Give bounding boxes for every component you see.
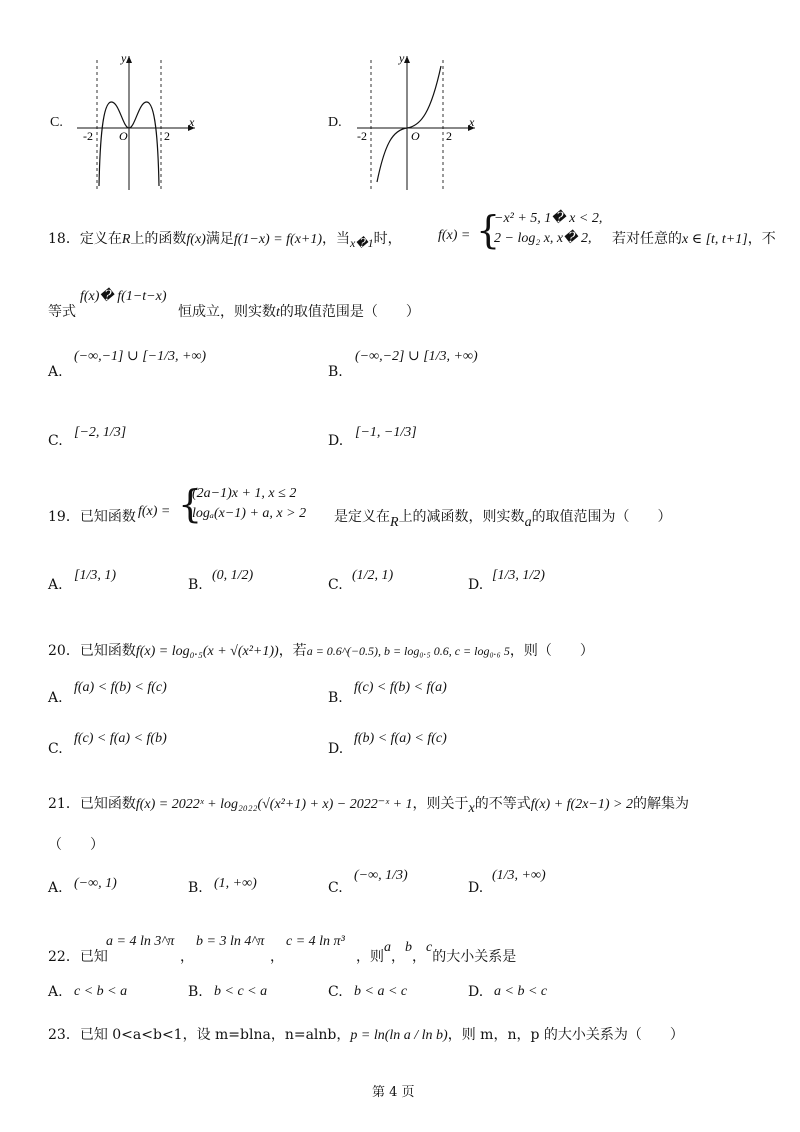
- q22-option-a-label: A.: [48, 984, 63, 1000]
- q19-option-b: (0, 1/2): [212, 568, 254, 583]
- q19-option-b-label: B.: [188, 577, 203, 593]
- q20-option-d: f(b) < f(a) < f(c): [354, 731, 447, 746]
- tick-neg-label: -2: [83, 129, 93, 143]
- q20-option-b: f(c) < f(b) < f(a): [354, 680, 447, 695]
- q19-option-c: (1/2, 1): [352, 568, 394, 583]
- graph-d: [355, 48, 485, 193]
- q21-option-a: (−∞, 1): [74, 876, 117, 891]
- curve-d: [377, 66, 441, 182]
- q18-option-b-label: B.: [328, 364, 343, 380]
- q21-option-b-label: B.: [188, 880, 203, 896]
- q23-line: 23．已知 0<a<b<1，设 m=blna，n=alnb，p = ln(ln a / ln b)，则 m，n，p 的大小关系为（ ）: [48, 1027, 684, 1043]
- q22-a: a = 4 ln 3^π: [106, 934, 175, 949]
- tick-pos-label: 2: [164, 129, 170, 143]
- q22-option-c: b < a < c: [354, 984, 408, 999]
- q19-option-d-label: D.: [468, 577, 484, 593]
- x-label: x: [189, 115, 195, 129]
- q19-option-a-label: A.: [48, 577, 63, 593]
- q18-piece1: −x² + 5, 1� x < 2,: [494, 211, 603, 226]
- q21-option-c-label: C.: [328, 880, 343, 896]
- q21-option-c: (−∞, 1/3): [354, 868, 408, 883]
- q19-option-a: [1/3, 1): [74, 568, 116, 583]
- q22-option-d: a < b < c: [494, 984, 548, 999]
- q19-fx: f(x) =: [138, 504, 171, 519]
- q18-line2-b: 恒成立，则实数t的取值范围是（ ）: [178, 304, 420, 320]
- q19-piece2: logₐ(x−1) + a, x > 2: [192, 506, 307, 521]
- q20-option-a: f(a) < f(b) < f(c): [74, 680, 167, 695]
- q22-tail: ，则a，b，c的大小关系是: [356, 940, 517, 965]
- q21-paren: （ ）: [48, 837, 104, 853]
- origin-label: O: [119, 129, 128, 143]
- q21-option-a-label: A.: [48, 880, 63, 896]
- q21-option-b: (1, +∞): [214, 876, 257, 891]
- q19-piece1: (2a−1)x + 1, x ≤ 2: [192, 486, 297, 501]
- q18-ineq: f(x)� f(1−t−x): [80, 289, 167, 304]
- q18-option-b: (−∞,−2] ∪ [1/3, +∞): [355, 349, 478, 364]
- q18-option-d: [−1, −1/3]: [355, 425, 417, 440]
- q20-option-c: f(c) < f(a) < f(b): [74, 731, 167, 746]
- q22-option-a: c < b < a: [74, 984, 128, 999]
- q20-option-a-label: A.: [48, 690, 63, 706]
- x-label: x: [469, 115, 475, 129]
- q22-option-c-label: C.: [328, 984, 343, 1000]
- q22-b: b = 3 ln 4^π: [196, 934, 265, 949]
- y-label: y: [121, 51, 127, 65]
- q21-option-d: (1/3, +∞): [492, 868, 546, 883]
- q18-line1: 18．定义在R上的函数f(x)满足f(1−x) = f(x+1)，当x�1时，: [48, 231, 402, 250]
- q19-brace: {: [178, 482, 203, 526]
- q18-line2-a: 等式: [48, 304, 76, 320]
- q19-option-c-label: C.: [328, 577, 343, 593]
- q18-option-c: [−2, 1/3]: [74, 425, 127, 440]
- q22-option-b-label: B.: [188, 984, 203, 1000]
- q18-option-a-label: A.: [48, 364, 63, 380]
- q18-brace: {: [476, 208, 501, 252]
- q21-option-d-label: D.: [468, 880, 484, 896]
- q20-line: 20．已知函数f(x) = log₀.₅(x + √(x²+1))，若a = 0.6^(−0.5), b = log₀.₅ 0.6, c = log₀.₆ 5，则（ ）: [48, 643, 594, 659]
- q18-option-a: (−∞,−1] ∪ [−1/3, +∞): [74, 349, 207, 364]
- q18-option-c-label: C.: [48, 433, 63, 449]
- q20-option-b-label: B.: [328, 690, 343, 706]
- tick-neg-label: -2: [357, 129, 367, 143]
- option-d-label: D.: [328, 115, 342, 130]
- q19-number: 19．已知函数: [48, 509, 136, 525]
- q18-line1-tail: 若对任意的x ∈ [t, t+1]，不: [612, 231, 776, 247]
- q20-option-c-label: C.: [48, 741, 63, 757]
- q18-option-d-label: D.: [328, 433, 344, 449]
- q22-option-b: b < c < a: [214, 984, 268, 999]
- q22-c: c = 4 ln π³: [286, 934, 345, 949]
- q18-piece2: 2 − log₂ x, x� 2,: [494, 231, 592, 246]
- y-label: y: [399, 51, 405, 65]
- q18-fdef: f(x) =: [438, 228, 471, 243]
- q21-line: 21．已知函数f(x) = 2022ˣ + log₂₀₂₂(√(x²+1) + x) − 2022⁻ˣ + 1，则关于x的不等式f(x) + f(2x−1) > 2的解集为: [48, 796, 689, 816]
- q19-tail: 是定义在R上的减函数，则实数a的取值范围为（ ）: [334, 509, 672, 530]
- q22-number: 22．已知: [48, 949, 108, 965]
- origin-label: O: [411, 129, 420, 143]
- page-number: 第 4 页: [372, 1085, 415, 1100]
- option-c-label: C.: [50, 115, 63, 130]
- q22-option-d-label: D.: [468, 984, 484, 1000]
- graph-c: [75, 48, 205, 193]
- q19-option-d: [1/3, 1/2): [492, 568, 545, 583]
- q20-option-d-label: D.: [328, 741, 344, 757]
- tick-pos-label: 2: [446, 129, 452, 143]
